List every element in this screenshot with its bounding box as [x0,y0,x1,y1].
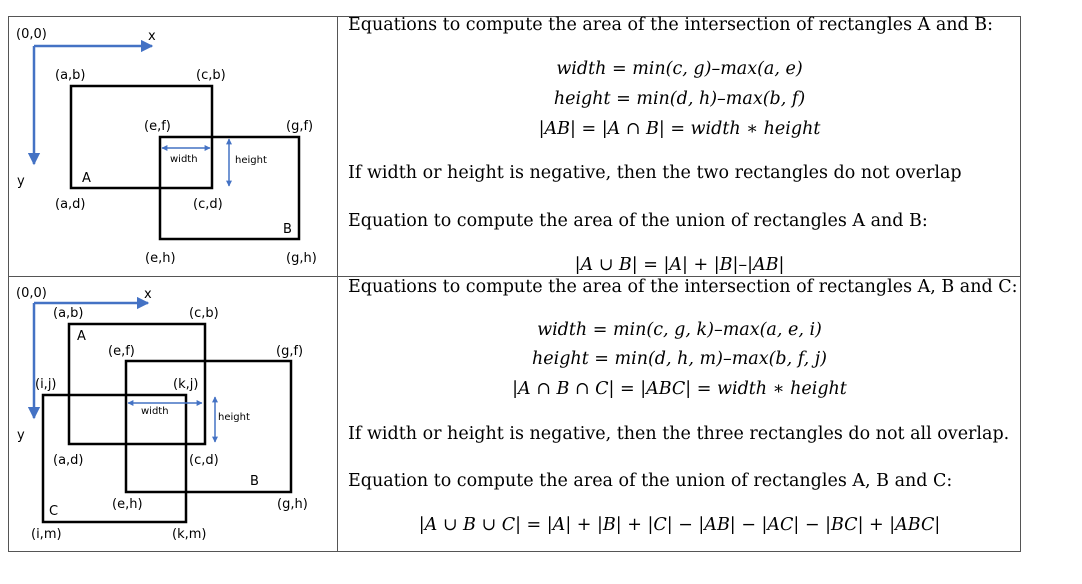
top-eq-union: |A ∪ B| = |A| + |B|–|AB| [574,255,785,275]
top-cb-label: (c,b) [196,68,226,83]
top-union-intro: Equation to compute the area of the union of rectangles A and B: [348,211,928,231]
bottom-intro-text: Equations to compute the area of the intersection of rectangles A, B and C: [348,277,1018,297]
bottom-ef-label: (e,f) [108,344,135,359]
bottom-rect-b-label: B [250,474,259,489]
bottom-cd-label: (c,d) [189,453,219,468]
bottom-eq-width: width = min(c, g, k)–max(a, e, i) [537,320,822,340]
top-eq-area: |AB| = |A ∩ B| = width ∗ height [538,119,821,139]
top-width-label: width [170,154,198,165]
bottom-height-label: height [218,412,250,423]
top-note-text: If width or height is negative, then the two rectangles do not overlap [348,163,962,183]
top-ad-label: (a,d) [55,197,86,212]
bottom-cb-label: (c,b) [189,306,219,321]
bottom-km-label: (k,m) [172,527,207,542]
bottom-width-label: width [141,406,169,417]
bottom-origin-label: (0,0) [16,286,47,301]
bottom-eq-union: |A ∪ B ∪ C| = |A| + |B| + |C| − |AB| − |AC| − |BC| + |ABC| [418,515,941,535]
bottom-note-text: If width or height is negative, then the three rectangles do not all overlap. [348,424,1010,444]
top-rect-a-label: A [82,171,91,186]
bottom-rect-b [126,361,291,492]
top-rect-b-label: B [283,222,292,237]
bottom-im-label: (i,m) [31,527,62,542]
top-gf-label: (g,f) [286,119,314,134]
top-x-label: x [148,29,156,44]
top-eq-width: width = min(c, g)–max(a, e) [556,59,803,79]
bottom-diagram [16,286,308,542]
bottom-rect-a-label: A [77,329,86,344]
bottom-eq-area: |A ∩ B ∩ C| = |ABC| = width ∗ height [512,379,847,399]
top-height-label: height [235,155,267,166]
bottom-x-label: x [144,287,152,302]
bottom-union-intro: Equation to compute the area of the union of rectangles A, B and C: [348,471,953,491]
bottom-eh-label: (e,h) [112,497,143,512]
bottom-y-label: y [17,428,25,443]
bottom-gh-label: (g,h) [277,497,308,512]
top-eq-height: height = min(d, h)–max(b, f) [553,89,806,109]
bottom-rect-c-label: C [49,504,59,519]
bottom-gf-label: (g,f) [276,344,304,359]
bottom-ab-label: (a,b) [53,306,84,321]
top-ab-label: (a,b) [55,68,86,83]
top-origin-label: (0,0) [16,27,47,42]
bottom-kj-label: (k,j) [173,377,199,392]
top-intro-text: Equations to compute the area of the intersection of rectangles A and B: [348,15,994,35]
top-y-label: y [17,174,25,189]
bottom-ij-label: (i,j) [35,377,57,392]
bottom-eq-height: height = min(d, h, m)–max(b, f, j) [532,349,827,369]
top-eh-label: (e,h) [145,251,176,266]
top-gh-label: (g,h) [286,251,317,266]
top-diagram [16,27,317,266]
bottom-ad-label: (a,d) [53,453,84,468]
top-ef-label: (e,f) [144,119,171,134]
top-cd-label: (c,d) [193,197,223,212]
